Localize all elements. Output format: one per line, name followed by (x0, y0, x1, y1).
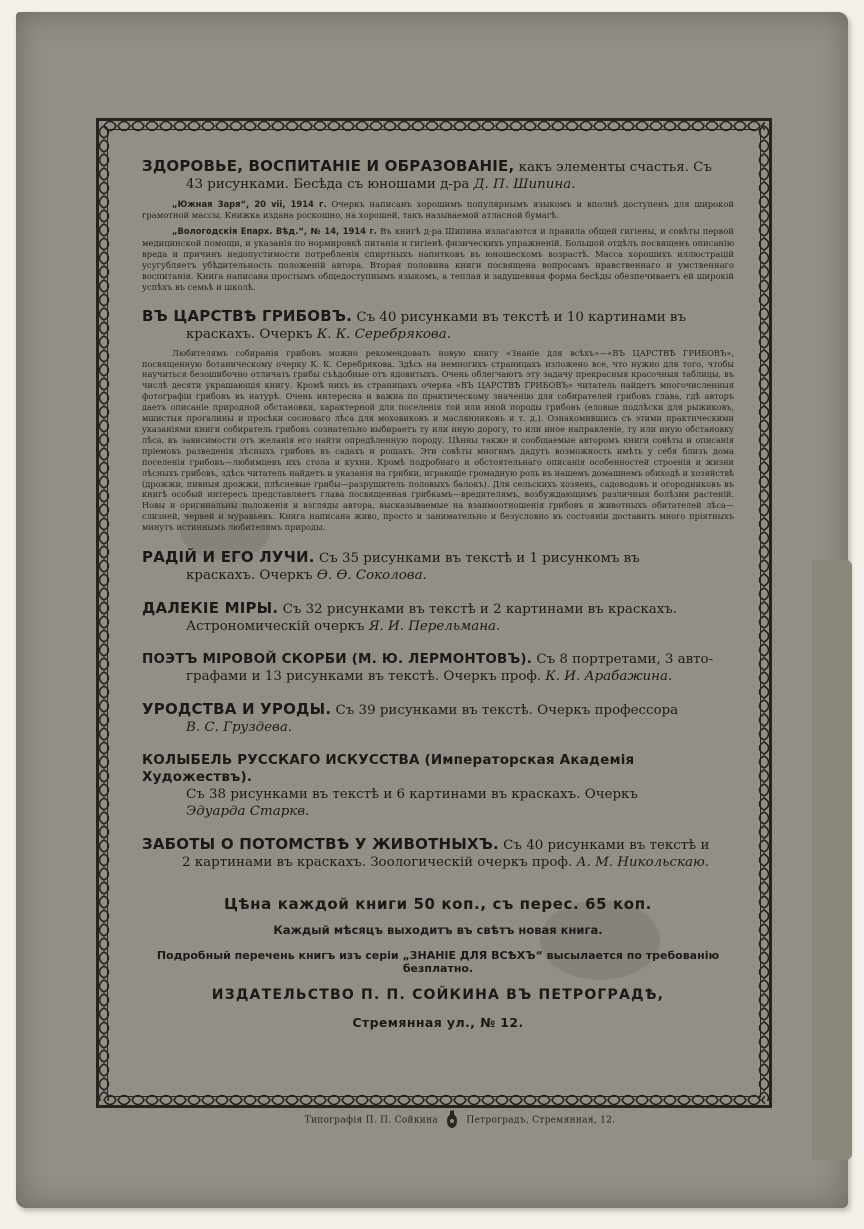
book-title: ЗАБОТЫ О ПОТОМСТВѢ У ЖИВОТНЫХЪ. (142, 835, 499, 854)
book-entry-miry (142, 600, 734, 635)
book-description: Любителямъ собиранія грибовъ можно рекомендовать новую книгу «Знаніе для всѣхъ»—«ВЪ ЦАРСТВѢ ГРИБОВЪ», посвященную ботаническому очерку К. К. Серебрякова. Здѣсь на немногихъ страницахъ изложено все, что нужно для того, чтобы научиться безошибочно отличать грибы съѣдобные отъ ядовитыхъ. Очень облегчаютъ эту задачу прекрасныя красочныя таблицы, въ числѣ десяти украшающія книгу. Кромѣ нихъ въ страницахъ очерка «ВЪ ЦАРСТВѢ ГРИБОВЪ» читатель найдетъ многочисленныя фотографіи грибовъ въ натурѣ. Очень интересна и важна по практическому значенію для собирателей грибовъ глава, гдѣ авторъ даетъ описаніе природной обстановки, характерной для поселенія той или иной породы грибовъ (еловые подлѣски для рыжиковъ, мшистыя прогалины и просѣки сосноваго лѣса для моховиковъ и маслянниковъ и т. д.). Ознакомившись съ этими практическими указаніями книги собиратель грибовъ сознательно выбираетъ ту или иную дорогу, то или иное направленіе, ту или иную обстановку лѣса, въ зависимости отъ желанія его найти опредѣленную породу. Цѣнны также и сообщаемые авторомъ книги совѣты и описанія пріемовъ разведенія лѣсныхъ грибовъ въ садахъ и рощахъ. Эти совѣты многимъ дадутъ возможность имѣть у себя близъ дома поселенія грибовъ—любимцевъ ихъ стола и кухни. Кромѣ подробнаго и обстоятельнаго описанія особенностей строенія и жизни лѣсныхъ грибовъ, здѣсь читатель найдетъ и указанія на грибки, играющіе громадную роль въ нашемъ домашнемъ обиходѣ и хозяйствѣ (дрожжи, пивныя дрожжи, плѣсневые грибы—разрушитель половыхъ балокъ). Для сельскихъ хозяевъ, садоводовъ и огородниковъ въ книгѣ особый интересъ представляетъ глава посвященная грибкамъ—вредителямъ, возбуждающимъ различныя болѣзни растеній. Новы и оригинальны положенія и взгляды автора, высказываемые на взаимоотношенія грибовъ и животныхъ обитателей лѣса—слизней, червей и муравьевъ. Книга написана живо, просто и занимательно и безусловно въ состояніи доставить много пріятныхъ минутъ истиннымъ любителямъ природы. (142, 347, 734, 533)
book-entry-kolybel (142, 752, 734, 820)
advertisement-content (142, 152, 734, 1030)
book-author: А. М. Никольскаю. (576, 855, 710, 871)
book-entry-griby (142, 308, 734, 533)
printer-address: Петроградъ, Стремянная, 12. (466, 1115, 616, 1126)
book-details: 2 картинами въ краскахъ. Зоологическій очеркъ проф. (182, 855, 573, 871)
chain-border-top (103, 120, 765, 132)
chain-border-left (98, 125, 110, 1101)
book-entry-lermontov (142, 651, 734, 685)
book-title: ЗДОРОВЬЕ, ВОСПИТАНІЕ И ОБРАЗОВАНІЕ, (142, 157, 515, 175)
book-details: Астрономическій очеркъ (186, 619, 365, 635)
book-details: Съ 40 рисунками въ текстѣ и 10 картинами въ (356, 309, 686, 325)
catalog-notice: Подробный перечень книгъ изъ серіи „ЗНАНІЕ ДЛЯ ВСѢХЪ“ высылается по требованію безплатно. (156, 949, 720, 976)
book-author: Я. И. Перельмана. (368, 619, 501, 635)
book-author: Д. П. Шипина. (473, 177, 576, 192)
book-author: В. С. Груздева. (186, 720, 293, 736)
book-details: Съ 32 рисунками въ текстѣ и 2 картинами въ краскахъ. (282, 602, 678, 618)
cover-edge (812, 560, 852, 1160)
book-title: РАДІЙ И ЕГО ЛУЧИ. (142, 548, 315, 567)
book-details: краскахъ. Очеркъ (186, 568, 313, 584)
book-details: Съ 8 портретами, 3 авто- (536, 652, 714, 668)
price-line: Цѣна каждой книги 50 коп., съ перес. 65 коп. (224, 895, 652, 914)
book-author: Ѳ. Ѳ. Соколова. (316, 568, 427, 584)
book-details: Съ 39 рисунками въ текстѣ. Очеркъ профессора (335, 703, 679, 719)
chain-border-right (758, 125, 770, 1101)
review-text: Въ книгѣ д-ра Шипина излагаются и правила общей гигіены, и совѣты первой медицинской помощи, и указанія по нормировкѣ питанія и гигіенѣ физическихъ упражненій. Большой отдѣлъ посвященъ описанію вреда и причинъ недопустимости потребленія спиртныхъ напитковъ въ юношескомъ возрастѣ. Масса хорошихъ иллюстрацій усугубляетъ убѣдительность положеній автора. Вторая половина книги посвящена вопросамъ нравственнаго и умственнаго воспитанія. Книга написана простымъ общедоступнымъ языкомъ, а теплая и задушевная форма бесѣды обезпечиваетъ ей широкій успѣхъ въ семьѣ и школѣ. (142, 226, 735, 293)
book-entry-zaboty (142, 836, 734, 871)
book-title: ВЪ ЦАРСТВѢ ГРИБОВЪ. (142, 306, 353, 325)
book-details: Съ 35 рисунками въ текстѣ и 1 рисункомъ въ (318, 551, 640, 567)
book-details: графами и 13 рисунками въ текстѣ. Очеркъ проф. (186, 669, 542, 685)
monthly-notice: Каждый мѣсяцъ выходитъ въ свѣтъ новая книга. (273, 923, 603, 938)
book-details: Съ 40 рисунками въ текстѣ и (503, 838, 710, 854)
printer-imprint (250, 1110, 670, 1130)
review-source: „Южная Заря“, 20 vii, 1914 г. (172, 199, 327, 209)
publisher-name: ИЗДАТЕЛЬСТВО П. П. СОЙКИНА ВЪ ПЕТРОГРАДѢ, (211, 987, 665, 1004)
review-text: Очеркъ написанъ хорошимъ популярнымъ языкомъ и вполнѣ доступенъ для широкой грамотной массы. Книжка издана роскошно, на хорошей, такъ называемой атласной бумагѣ. (142, 199, 734, 221)
book-author: Эдуарда Старкв. (186, 804, 310, 820)
book-details: краскахъ. Очеркъ (186, 326, 313, 342)
book-title: УРОДСТВА И УРОДЫ. (142, 700, 332, 719)
publisher-address: Стремянная ул., № 12. (352, 1015, 524, 1031)
book-details: какъ элементы счастья. Съ (518, 160, 712, 175)
printer-name: Типографія П. П. Сойкина (304, 1115, 439, 1126)
book-author: К. И. Арабажина. (545, 669, 673, 685)
book-details: 43 рисунками. Бесѣда съ юношами д-ра (186, 177, 470, 192)
book-entry-radiy (142, 549, 734, 584)
chain-border-bottom (103, 1094, 765, 1106)
book-title: ПОЭТЪ МІРОВОЙ СКОРБИ (М. Ю. ЛЕРМОНТОВЪ). (142, 651, 533, 668)
double-eagle-emblem-icon (445, 1110, 459, 1130)
book-entry-urody (142, 701, 734, 736)
review-source: „Вологодскія Епарх. Вѣд.“, № 14, 1914 г. (172, 226, 377, 237)
book-title: ДАЛЕКІЕ МІРЫ. (142, 599, 279, 618)
book-author: К. К. Серебрякова. (316, 326, 451, 342)
book-title: КОЛЫБЕЛЬ РУССКАГО ИСКУССТВА (Императорская Академія Художествъ). (142, 752, 635, 786)
book-details: Съ 38 рисунками въ текстѣ и 6 картинами въ краскахъ. Очеркъ (186, 787, 638, 803)
book-entry-zdorovye (142, 158, 734, 294)
